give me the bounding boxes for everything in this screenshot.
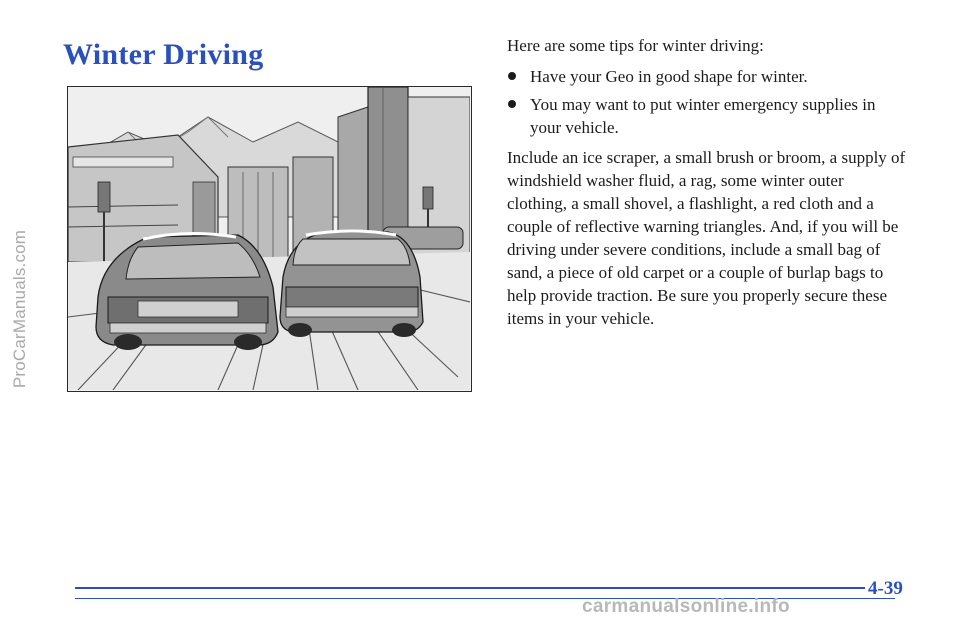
side-watermark-text: ProCarManuals.com (10, 229, 29, 389)
side-watermark (0, 0, 40, 619)
footer-rule-thick (75, 587, 865, 589)
footer-watermark: carmanualsonline.info (582, 596, 790, 617)
bullet-icon (508, 100, 516, 108)
list-item-text: Have your Geo in good shape for winter. (530, 67, 808, 86)
list-item (507, 65, 907, 88)
intro-text: Here are some tips for winter driving: (507, 36, 764, 55)
section-title: Winter Driving (63, 38, 264, 71)
winter-street-scene-illustration (67, 86, 472, 392)
bullet-icon (508, 72, 516, 80)
list-item (507, 93, 907, 139)
page-number: 4-39 (868, 578, 903, 599)
tips-list (507, 65, 907, 139)
tips-column (507, 34, 907, 330)
list-item-text: You may want to put winter emergency supplies in your vehicle. (530, 95, 876, 137)
supplies-paragraph: Include an ice scraper, a small brush or broom, a supply of windshield washer fluid, a rag, some winter outer clothing, a small shovel, a flashlight, a red cloth and a couple of reflective warning triangles. And, if you will be driving under severe conditions, include a small bag of sand, a piece of old carpet or a couple of burlap bags to help provide traction. Be sure you properly secure these items in your vehicle. (507, 148, 906, 328)
